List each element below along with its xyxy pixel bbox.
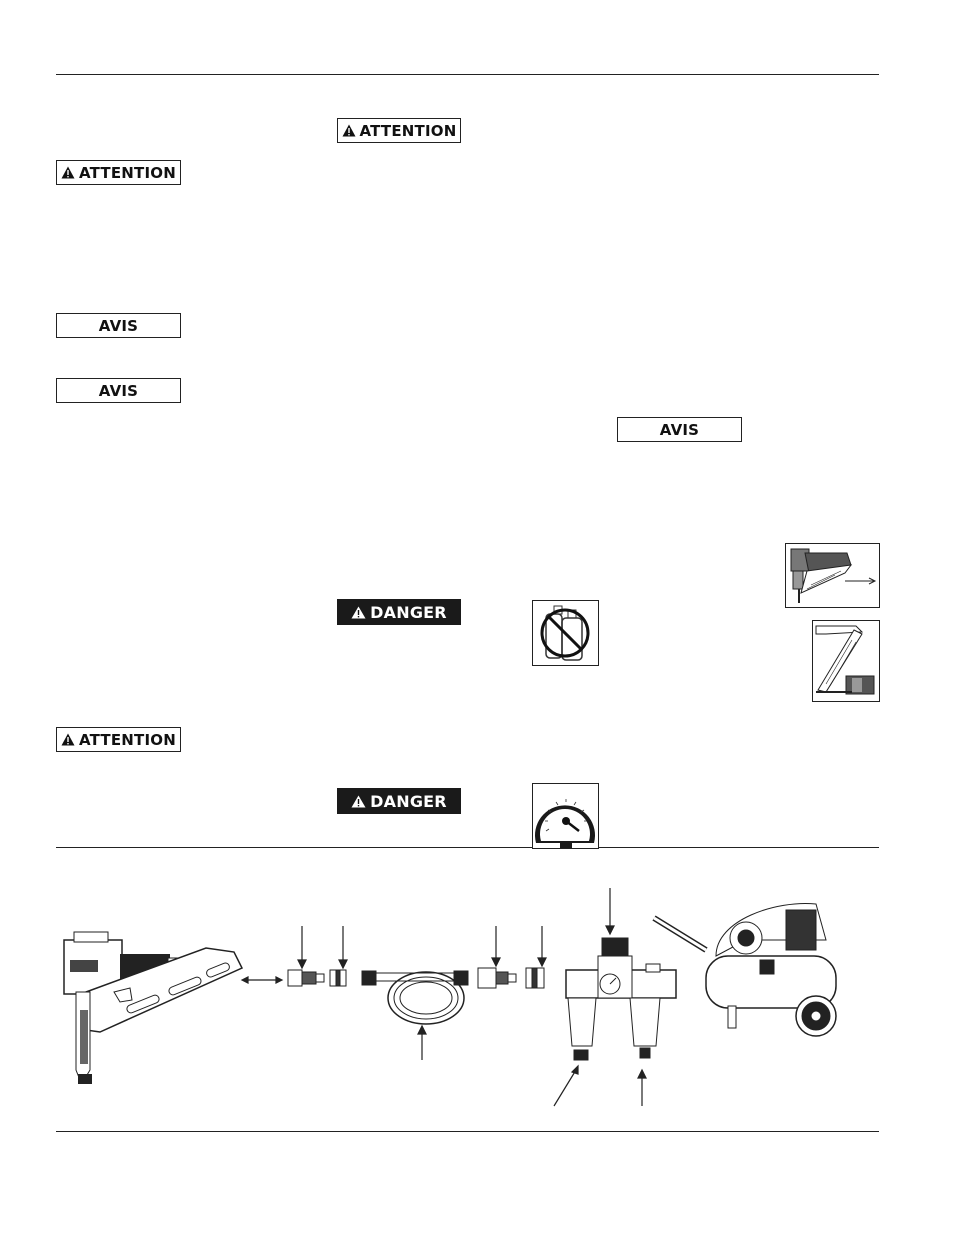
avis-label-left-1 — [56, 313, 181, 338]
fittings-illustration — [288, 968, 544, 1024]
danger-text: DANGER — [370, 791, 447, 811]
top-rule — [56, 74, 879, 75]
air-supply-system-diagram — [56, 880, 879, 1120]
warning-triangle-icon — [61, 733, 75, 746]
no-bottled-gas-icon — [532, 600, 599, 666]
avis-text: AVIS — [659, 420, 700, 439]
bottom-rule — [56, 1131, 879, 1132]
warning-triangle-icon — [61, 166, 75, 179]
nailer-illustration — [64, 932, 242, 1084]
danger-label-1 — [337, 599, 461, 625]
attention-text: ATTENTION — [79, 730, 176, 749]
avis-text: AVIS — [98, 381, 139, 400]
avis-text: AVIS — [98, 316, 139, 335]
nailer-tilted-icon — [812, 620, 880, 702]
attention-label-left-1 — [56, 160, 181, 185]
attention-label-mid-top — [337, 118, 461, 143]
attention-label-left-2 — [56, 727, 181, 752]
middle-rule — [56, 847, 879, 848]
warning-triangle-icon — [351, 606, 366, 619]
filter-regulator-lubricator-illustration — [566, 938, 676, 1060]
attention-text: ATTENTION — [359, 121, 457, 140]
compressor-illustration — [654, 903, 836, 1036]
warning-triangle-icon — [351, 795, 366, 808]
danger-text: DANGER — [370, 602, 447, 622]
pressure-gauge-icon — [532, 783, 599, 849]
warning-triangle-icon — [342, 124, 356, 137]
attention-text: ATTENTION — [79, 163, 176, 182]
nailer-with-hose-icon — [785, 543, 880, 608]
avis-label-left-2 — [56, 378, 181, 403]
danger-label-2 — [337, 788, 461, 814]
avis-label-right — [617, 417, 742, 442]
